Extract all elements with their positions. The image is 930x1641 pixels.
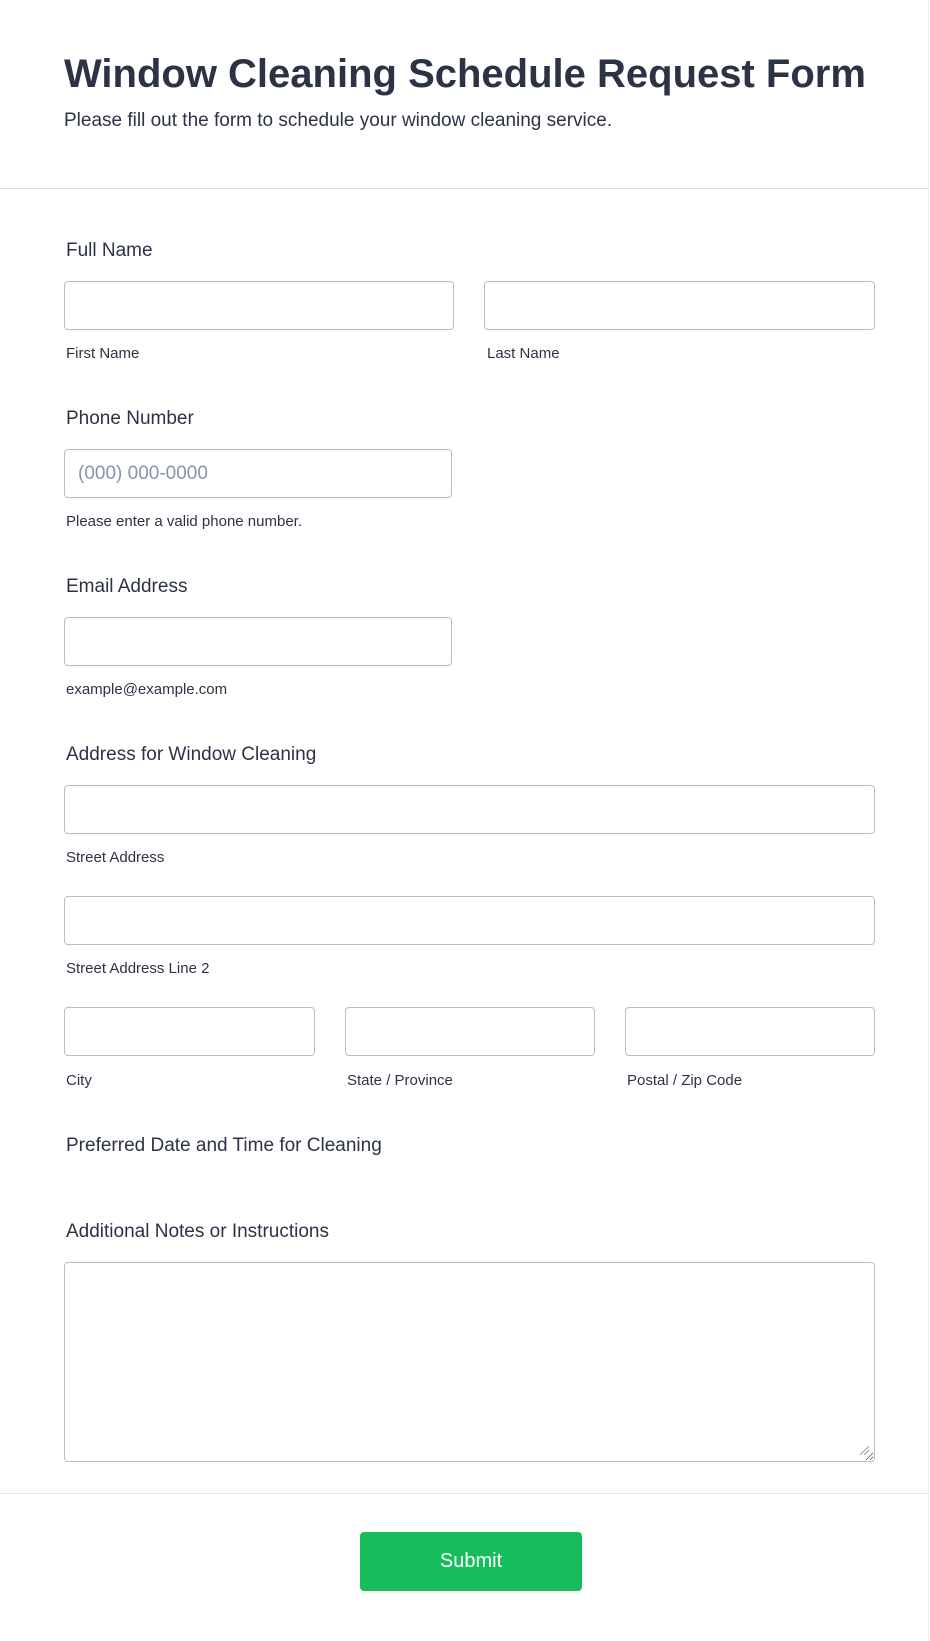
street-address-sublabel: Street Address xyxy=(66,849,165,866)
state-province-sublabel: State / Province xyxy=(347,1072,453,1089)
last-name-sublabel: Last Name xyxy=(487,345,560,362)
page-subtitle: Please fill out the form to schedule your window cleaning service. xyxy=(64,110,613,131)
street-address-line2-input[interactable] xyxy=(64,896,875,945)
postal-code-input[interactable] xyxy=(625,1007,875,1056)
first-name-input[interactable] xyxy=(64,281,454,330)
phone-input[interactable] xyxy=(64,449,452,498)
form-header xyxy=(0,0,929,189)
footer-divider xyxy=(0,1493,929,1494)
preferred-datetime-label: Preferred Date and Time for Cleaning xyxy=(66,1135,382,1156)
state-province-input[interactable] xyxy=(345,1007,595,1056)
submit-button[interactable]: Submit xyxy=(360,1532,582,1591)
full-name-label: Full Name xyxy=(66,240,153,261)
address-label: Address for Window Cleaning xyxy=(66,744,317,765)
notes-label: Additional Notes or Instructions xyxy=(66,1221,329,1242)
page-title: Window Cleaning Schedule Request Form xyxy=(64,52,866,96)
phone-sublabel: Please enter a valid phone number. xyxy=(66,513,302,530)
notes-textarea[interactable] xyxy=(64,1262,875,1462)
city-sublabel: City xyxy=(66,1072,92,1089)
first-name-sublabel: First Name xyxy=(66,345,140,362)
street-address-line2-sublabel: Street Address Line 2 xyxy=(66,960,210,977)
postal-code-sublabel: Postal / Zip Code xyxy=(627,1072,743,1089)
email-sublabel: example@example.com xyxy=(66,681,228,698)
street-address-input[interactable] xyxy=(64,785,875,834)
last-name-input[interactable] xyxy=(484,281,875,330)
phone-label: Phone Number xyxy=(66,408,194,429)
email-input[interactable] xyxy=(64,617,452,666)
email-label: Email Address xyxy=(66,576,188,597)
city-input[interactable] xyxy=(64,1007,315,1056)
